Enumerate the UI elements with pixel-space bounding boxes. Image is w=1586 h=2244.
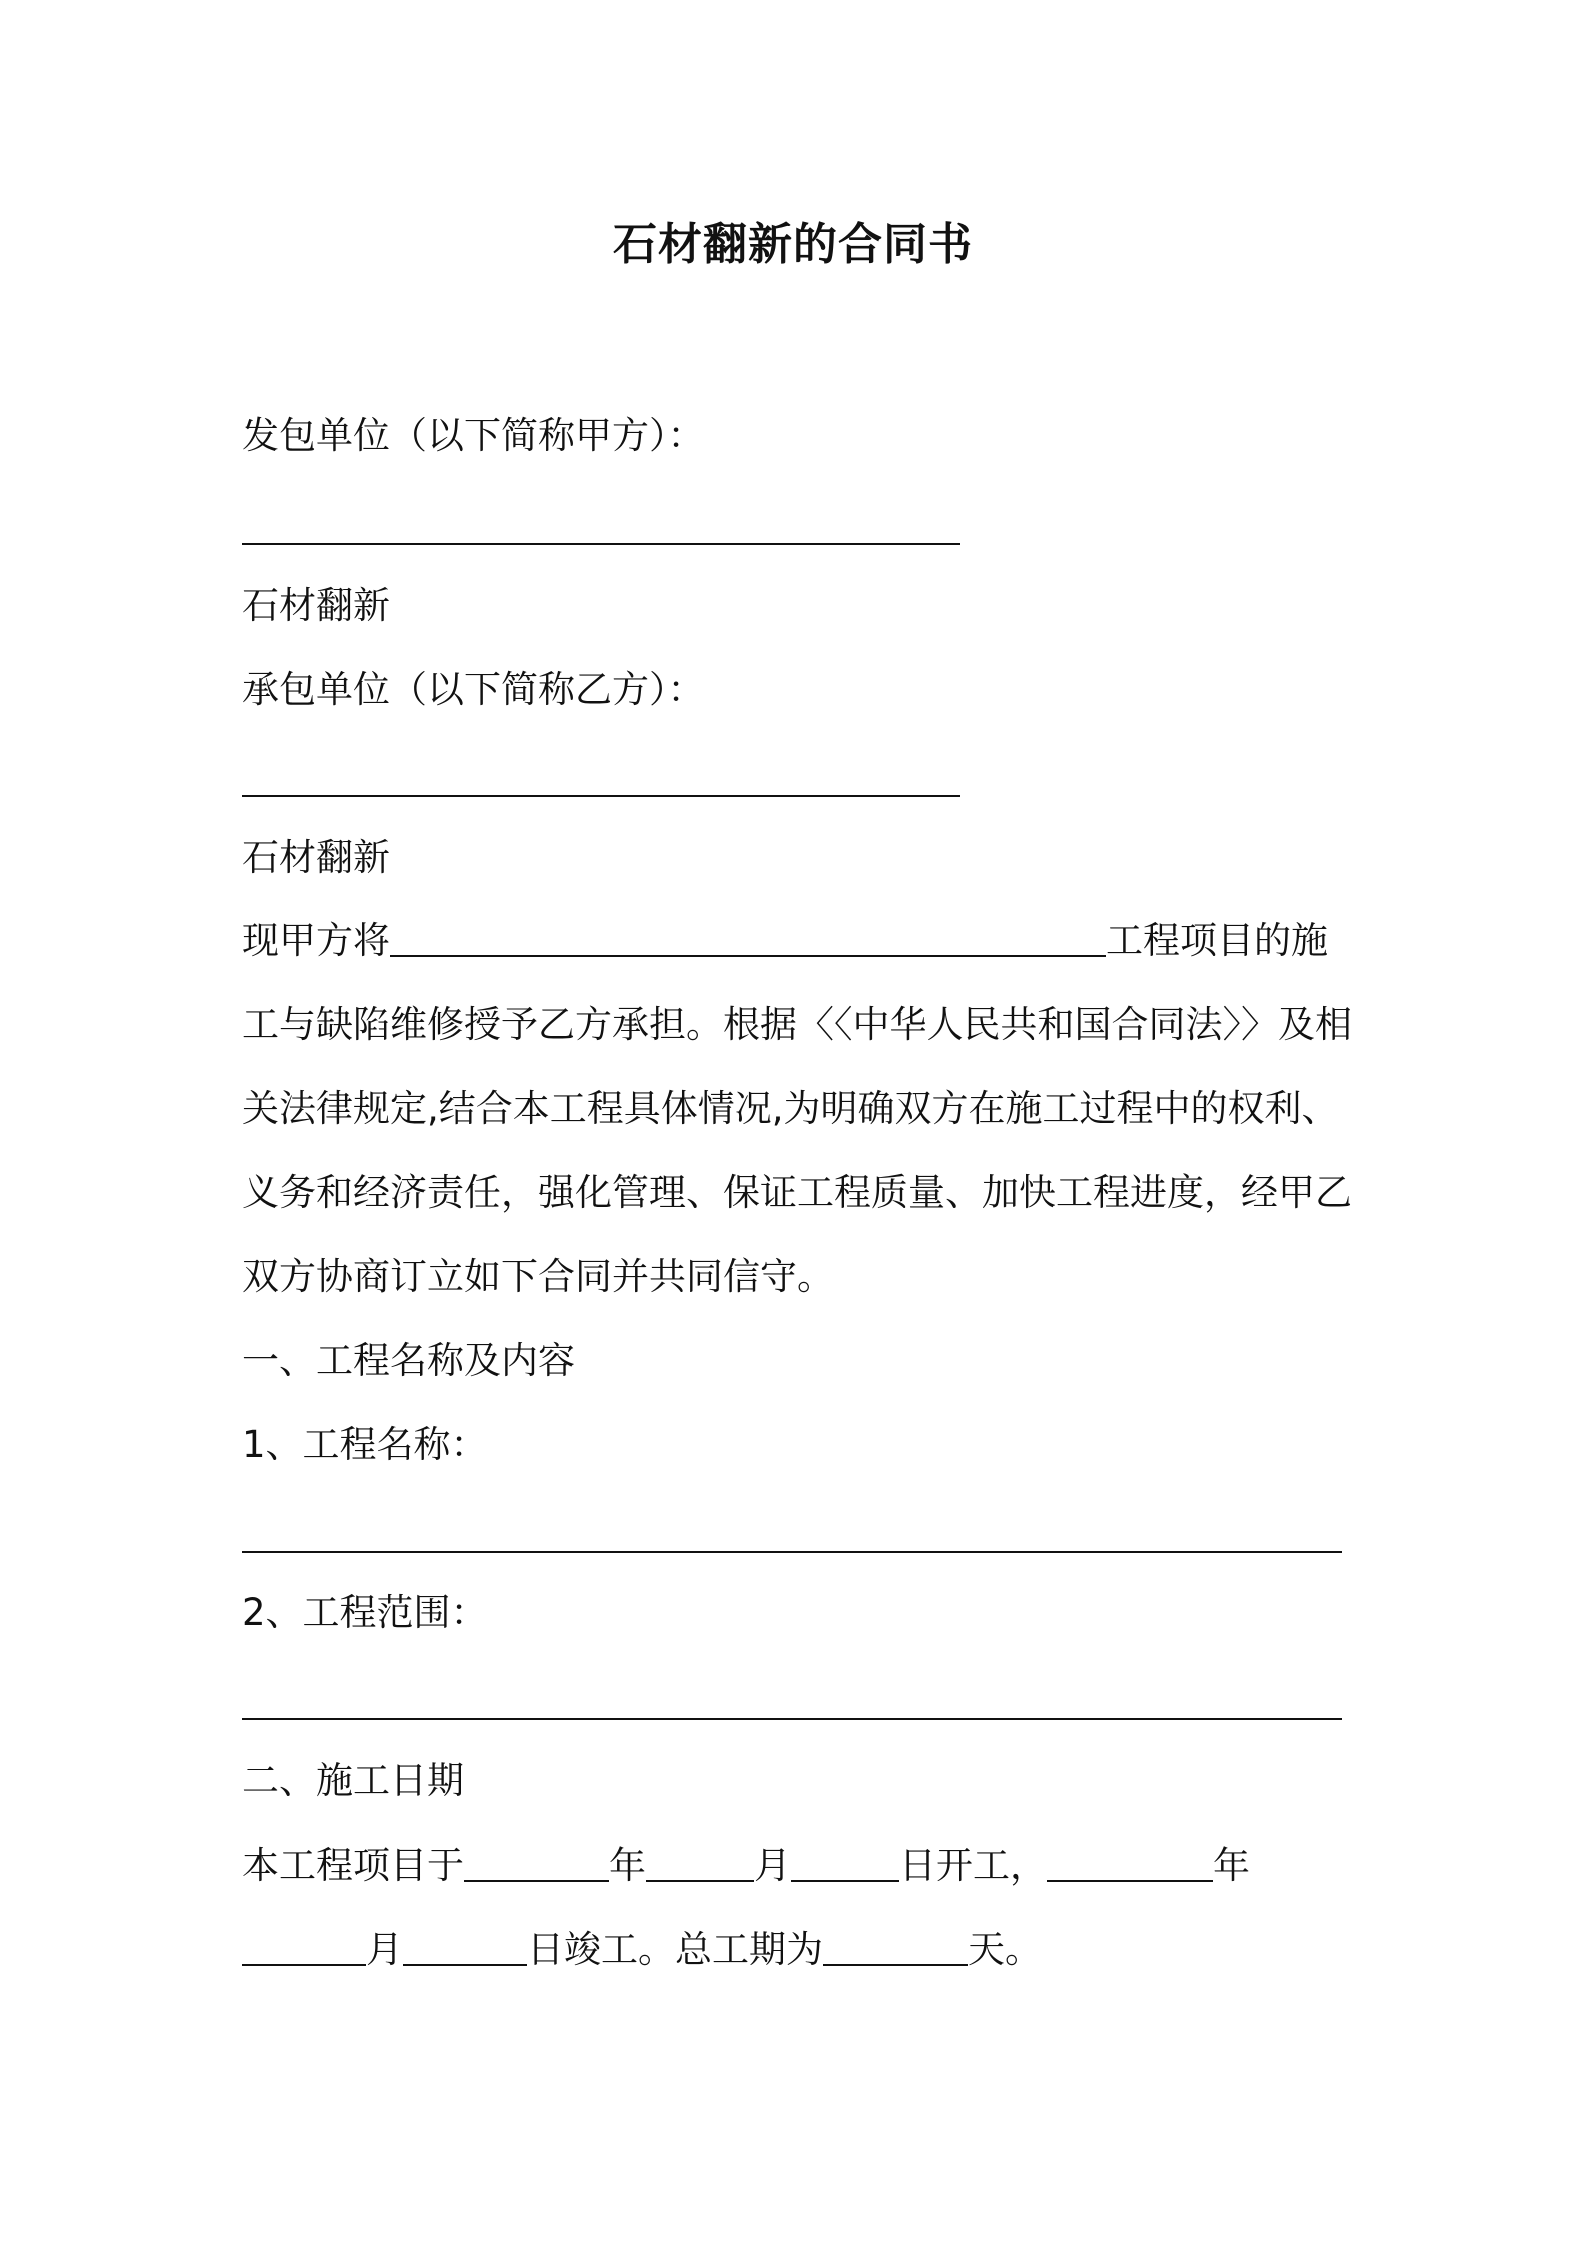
completion-text: 日竣工。总工期为: [527, 1928, 823, 1971]
intro-suffix: 工程项目的施: [1106, 919, 1328, 962]
party-a-label: 发包单位（以下简称甲方）：: [242, 414, 705, 457]
party-b-label: 承包单位（以下简称乙方）：: [242, 668, 705, 711]
intro-line-3: 关法律规定,结合本工程具体情况,为明确双方在施工过程中的权利、: [242, 1087, 1339, 1130]
start-month-blank: [646, 1844, 754, 1882]
party-a-note: 石材翻新: [242, 584, 390, 627]
schedule-start-text: 本工程项目于: [242, 1844, 464, 1887]
intro-prefix: 现甲方将: [242, 919, 390, 962]
start-day-text: 日开工，: [899, 1844, 1047, 1887]
project-name-label: 1、工程名称：: [242, 1423, 488, 1466]
section-2-heading: 二、施工日期: [242, 1759, 464, 1802]
duration-blank: [823, 1928, 968, 1966]
end-year-label: 年: [1213, 1844, 1250, 1887]
party-b-note: 石材翻新: [242, 836, 390, 879]
end-month-blank: [242, 1928, 366, 1966]
project-blank: [390, 919, 1106, 957]
month-label: 月: [754, 1844, 791, 1887]
intro-line-2: 工与缺陷维修授予乙方承担。根据〈〈中华人民共和国合同法〉〉及相: [242, 1003, 1352, 1046]
days-label: 天。: [968, 1928, 1042, 1971]
start-day-blank: [791, 1844, 899, 1882]
end-day-blank: [403, 1928, 527, 1966]
party-a-blank: [242, 543, 960, 545]
intro-line-5: 双方协商订立如下合同并共同信守。: [242, 1255, 834, 1298]
intro-line-1: [242, 913, 1362, 969]
intro-line-4: 义务和经济责任，强化管理、保证工程质量、加快工程进度，经甲乙: [242, 1171, 1352, 1214]
project-scope-blank: [242, 1718, 1342, 1720]
end-year-blank: [1047, 1844, 1213, 1882]
party-b-blank: [242, 795, 960, 797]
start-year-blank: [464, 1844, 609, 1882]
project-name-blank: [242, 1551, 1342, 1553]
section-1-heading: 一、工程名称及内容: [242, 1339, 575, 1382]
end-month-label: 月: [366, 1928, 403, 1971]
project-scope-label: 2、工程范围：: [242, 1591, 488, 1634]
year-label: 年: [609, 1844, 646, 1887]
schedule-line-1: [242, 1838, 1362, 1894]
document-title: 石材翻新的合同书: [613, 219, 973, 270]
schedule-line-2: [242, 1922, 1362, 1978]
